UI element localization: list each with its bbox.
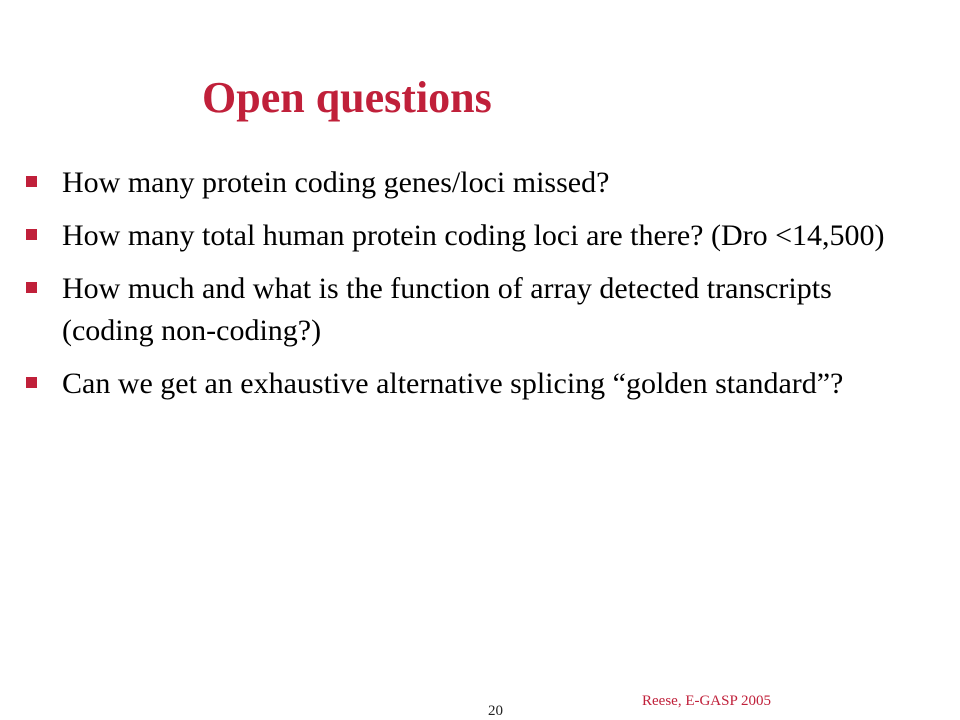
list-item [60, 215, 920, 257]
square-bullet-icon [26, 229, 37, 240]
footer-credit: Reese, E-GASP 2005 [642, 693, 772, 709]
bullet-text: How much and what is the function of array detected transcripts (coding non-coding?) [62, 272, 832, 347]
list-item [60, 162, 920, 204]
square-bullet-icon [26, 176, 37, 187]
bullet-text: Can we get an exhaustive alternative splicing “golden standard”? [62, 367, 844, 400]
page-number: 20 [488, 703, 503, 719]
bullet-text: How many total human protein coding loci are there? (Dro <14,500) [62, 219, 885, 252]
square-bullet-icon [26, 377, 37, 388]
list-item [60, 268, 920, 352]
square-bullet-icon [26, 282, 37, 293]
slide-title: Open questions [202, 73, 492, 122]
bullet-list [60, 162, 920, 416]
list-item [60, 363, 920, 405]
bullet-text: How many protein coding genes/loci missed? [62, 166, 610, 199]
